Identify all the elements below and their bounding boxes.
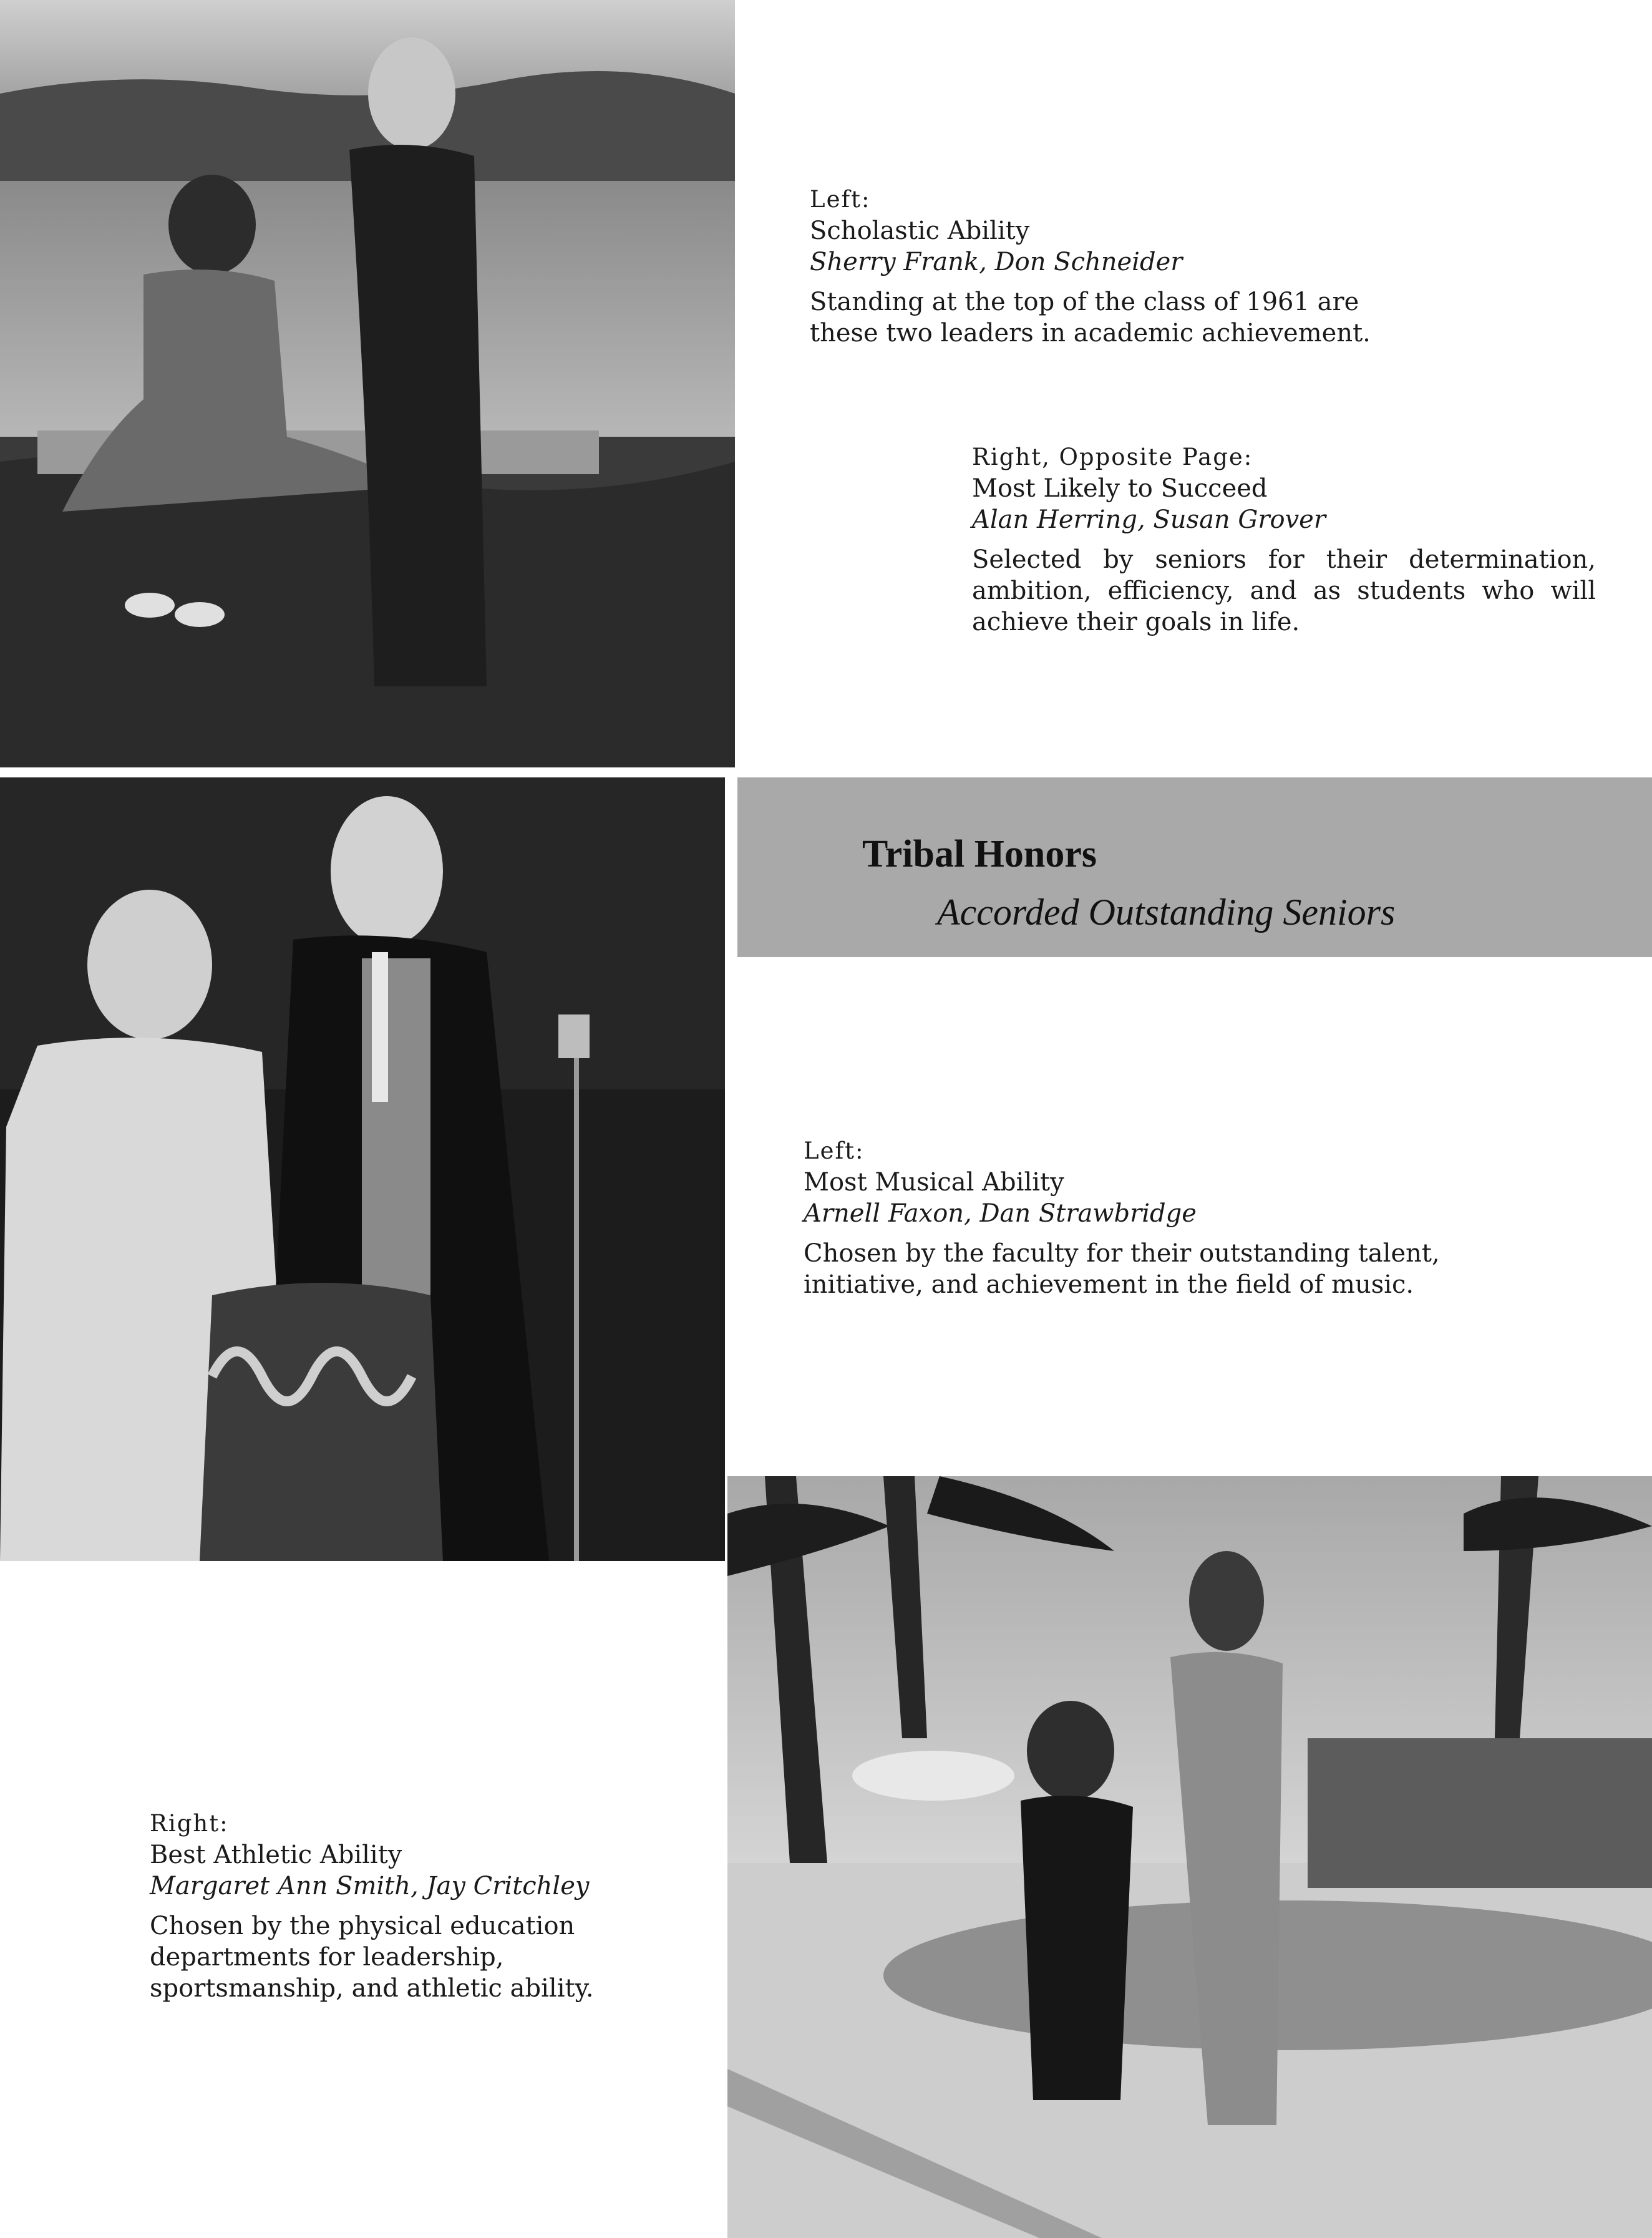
banner-subtitle: Accorded Outstanding Seniors bbox=[937, 892, 1396, 933]
caption-scholastic-ability bbox=[810, 184, 1434, 349]
photo-most-musical-ability bbox=[0, 777, 725, 1561]
photo-scholastic-ability bbox=[0, 0, 735, 767]
award-description: Selected by seniors for their determination, ambition, efficiency, and as students who will achieve their goals in life. bbox=[972, 545, 1596, 636]
caption-direction: Left: bbox=[810, 186, 871, 213]
award-title: Best Athletic Ability bbox=[150, 1841, 402, 1869]
caption-direction: Right: bbox=[150, 1810, 229, 1837]
caption-most-likely-to-succeed bbox=[972, 442, 1596, 638]
caption-most-musical-ability bbox=[804, 1136, 1446, 1300]
award-names: Alan Herring, Susan Grover bbox=[972, 505, 1326, 534]
caption-direction: Left: bbox=[804, 1137, 865, 1164]
award-names: Arnell Faxon, Dan Strawbridge bbox=[804, 1199, 1197, 1228]
caption-direction: Right, Opposite Page: bbox=[972, 444, 1253, 470]
award-description: Standing at the top of the class of 1961 are these two leaders in academic achievement. bbox=[810, 288, 1371, 348]
award-description: Chosen by the faculty for their outstanding talent, initiative, and achievement in the field of music. bbox=[804, 1239, 1440, 1299]
banner-title: Tribal Honors bbox=[862, 833, 1097, 875]
caption-best-athletic-ability bbox=[150, 1808, 668, 2004]
award-names: Margaret Ann Smith, Jay Critchley bbox=[150, 1872, 590, 1900]
award-title: Most Musical Ability bbox=[804, 1168, 1064, 1197]
section-banner bbox=[737, 777, 1652, 957]
award-description: Chosen by the physical education departments for leadership, sportsmanship, and athletic ability. bbox=[150, 1912, 594, 2003]
award-title: Scholastic Ability bbox=[810, 217, 1030, 245]
award-names: Sherry Frank, Don Schneider bbox=[810, 248, 1183, 276]
award-title: Most Likely to Succeed bbox=[972, 474, 1268, 503]
photo-best-athletic-ability bbox=[727, 1476, 1652, 2238]
